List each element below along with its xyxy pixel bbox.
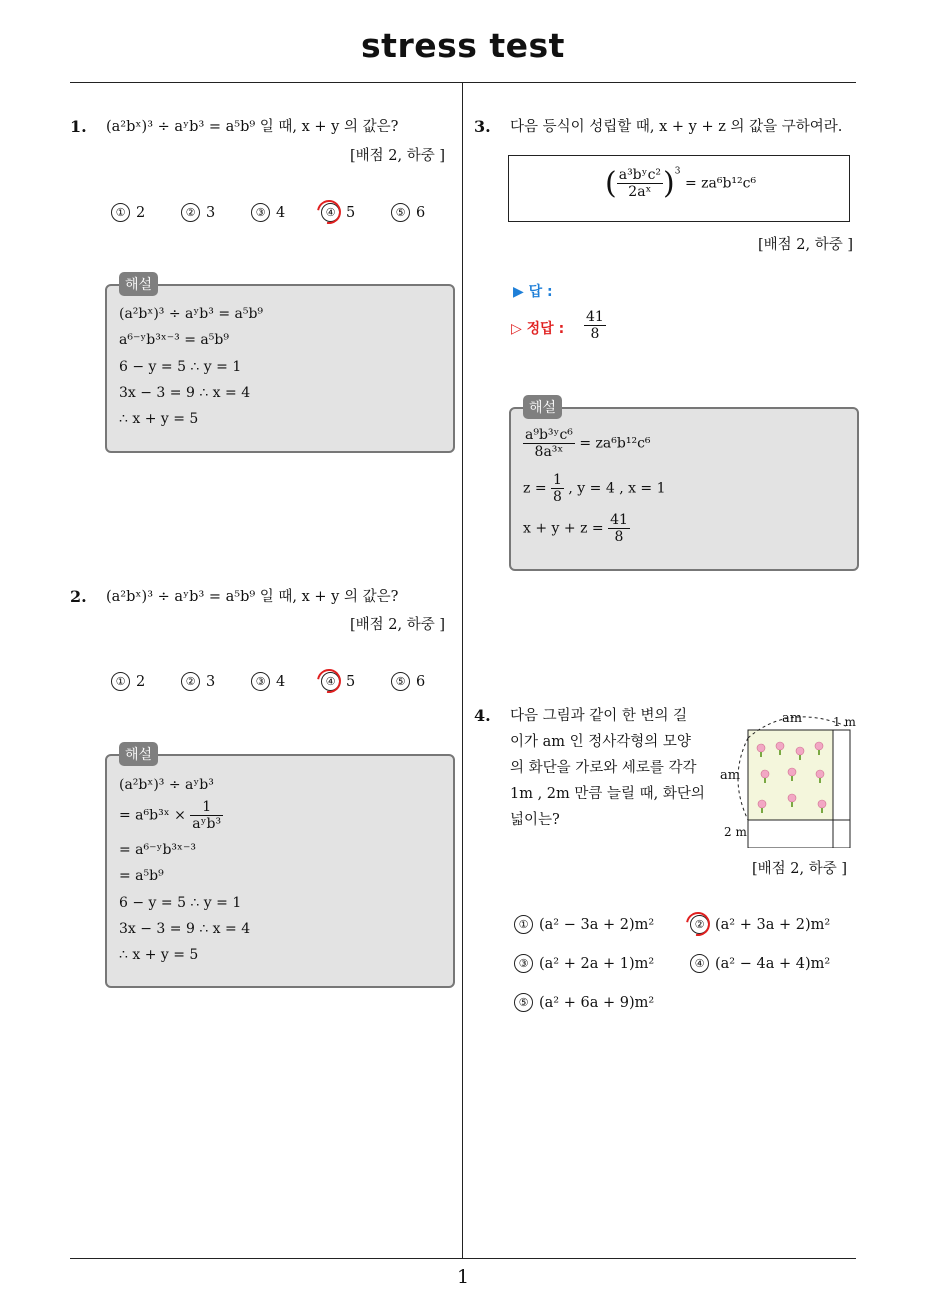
solution-box: [509, 407, 859, 571]
choice-number: ①: [111, 203, 130, 222]
denominator: aʸb³: [192, 816, 222, 832]
choice-number: ③: [514, 954, 533, 973]
question-text: 다음 등식이 성립할 때, x + y + z 의 값을 구하여라.: [510, 119, 843, 135]
question-number: 3.: [474, 117, 491, 136]
choice-3[interactable]: [251, 672, 285, 691]
equation-box: [508, 155, 850, 222]
choice-number: ⑤: [391, 203, 410, 222]
question-number: 1.: [70, 117, 87, 136]
correct-answer-value: [584, 309, 606, 342]
choice-5[interactable]: [514, 993, 654, 1012]
score-label: [배점 2, 하중 ]: [350, 148, 446, 164]
choice-4[interactable]: [321, 672, 355, 691]
solution-line: ∴ x + y = 5: [119, 947, 199, 963]
question-number: 2.: [70, 587, 87, 606]
solution-line: (a²bˣ)³ ÷ aʸb³: [119, 777, 214, 793]
solution-line: ∴ x + y = 5: [119, 411, 199, 427]
solution-line: 6 − y = 5 ∴ y = 1: [119, 895, 242, 911]
fraction: [608, 512, 630, 545]
choice-value: (a² + 6a + 9)m²: [539, 995, 655, 1011]
choice-value: 5: [346, 674, 356, 690]
choice-value: (a² − 4a + 4)m²: [715, 956, 831, 972]
answer-mark-icon: [312, 664, 345, 697]
solution-tag: 해설: [119, 272, 158, 296]
page-title: stress test: [361, 26, 565, 65]
solution-box: [105, 284, 455, 453]
choice-5[interactable]: [391, 203, 425, 222]
denominator: 8: [553, 489, 562, 505]
solution-text: x + y + z =: [523, 520, 604, 537]
figure-label-2m: 2 m: [724, 825, 747, 839]
figure-label-left: am: [720, 768, 741, 783]
solution-line: [119, 799, 223, 832]
exponent: 3: [674, 166, 681, 177]
page-number: 1: [456, 1266, 470, 1288]
choice-number: ②: [690, 915, 709, 934]
solution-line: (a²bˣ)³ ÷ aʸb³ = a⁵b⁹: [119, 306, 264, 322]
choice-5[interactable]: [391, 672, 425, 691]
solution-text: = za⁶b¹²c⁶: [579, 435, 651, 452]
solution-line: [523, 512, 630, 545]
choice-value: (a² − 3a + 2)m²: [539, 917, 655, 933]
choice-value: 5: [346, 205, 356, 221]
choice-number: ①: [514, 915, 533, 934]
choice-3[interactable]: [514, 954, 654, 973]
choice-1[interactable]: [111, 203, 145, 222]
figure-label-1m: 1 m: [833, 715, 856, 729]
numerator: a⁹b³ʸc⁶: [525, 427, 573, 443]
choice-value: 3: [206, 674, 216, 690]
denominator: 8: [614, 529, 624, 545]
choice-value: (a² + 2a + 1)m²: [539, 956, 655, 972]
question-line: 이가 am 인 정사각형의 모양: [510, 734, 691, 750]
choice-value: 6: [416, 674, 426, 690]
bottom-rule: [70, 1258, 856, 1259]
choice-value: 6: [416, 205, 426, 221]
fraction: [617, 167, 663, 200]
question-line: 의 화단을 가로와 세로를 각각: [510, 760, 697, 776]
score-label: [배점 2, 하중 ]: [350, 617, 446, 633]
figure-label-top: am: [782, 711, 803, 726]
fraction: [523, 427, 575, 460]
choice-number: ③: [251, 203, 270, 222]
equation: ( $\frac{\text{a³bʸc²}}{\text{2aˣ}}$ )$^3$ = za⁶b¹²c⁶: [605, 166, 757, 201]
fraction: [551, 472, 564, 505]
choice-value: 4: [276, 674, 286, 690]
fraction: [584, 309, 606, 342]
choice-value: (a² + 3a + 2)m²: [715, 917, 831, 933]
question-text: [510, 703, 705, 833]
numerator: 1: [190, 799, 223, 816]
choice-value: 4: [276, 205, 286, 221]
solution-text: , y = 4 , x = 1: [568, 480, 666, 497]
column-divider: [462, 83, 463, 1259]
choice-number: ④: [321, 672, 340, 691]
denominator: 2aˣ: [628, 184, 652, 200]
choice-2[interactable]: [181, 672, 215, 691]
top-rule: [70, 82, 856, 83]
choice-number: ④: [321, 203, 340, 222]
solution-tag: 해설: [523, 395, 562, 419]
denominator: 8a³ˣ: [534, 444, 564, 460]
solution-line: 3x − 3 = 9 ∴ x = 4: [119, 921, 251, 937]
question-line: 다음 그림과 같이 한 변의 길: [510, 708, 688, 724]
numerator: 1: [553, 472, 562, 488]
choice-value: 2: [136, 205, 146, 221]
question-line: 1m , 2m 만큼 늘릴 때, 화단의: [510, 786, 705, 802]
choice-1[interactable]: [111, 672, 145, 691]
solution-line: = a⁵b⁹: [119, 868, 164, 884]
choice-number: ③: [251, 672, 270, 691]
choice-1[interactable]: [514, 915, 654, 934]
answer-mark-icon: [681, 907, 714, 940]
solution-line: [523, 427, 651, 460]
choice-value: 2: [136, 674, 146, 690]
question-text: (a²bˣ)³ ÷ aʸb³ = a⁵b⁹ 일 때, x + y 의 값은?: [106, 119, 399, 135]
choice-3[interactable]: [251, 203, 285, 222]
solution-line: [523, 472, 666, 505]
choice-number: ④: [690, 954, 709, 973]
numerator: 41: [586, 309, 604, 325]
solution-text: z =: [523, 480, 547, 497]
choice-4[interactable]: [690, 954, 830, 973]
choice-4[interactable]: [321, 203, 355, 222]
choice-number: ②: [181, 203, 200, 222]
answer-label: ▶ 답 :: [513, 284, 553, 300]
numerator: 41: [610, 512, 628, 528]
question-number: 4.: [474, 706, 491, 725]
score-label: [배점 2, 하중 ]: [758, 237, 854, 253]
choice-value: 3: [206, 205, 216, 221]
fraction: [190, 799, 223, 832]
solution-tag: 해설: [119, 742, 158, 766]
solution-line: a⁶⁻ʸb³ˣ⁻³ = a⁵b⁹: [119, 332, 229, 348]
choice-number: ⑤: [391, 672, 410, 691]
choice-2[interactable]: [181, 203, 215, 222]
choice-number: ⑤: [514, 993, 533, 1012]
solution-line: 6 − y = 5 ∴ y = 1: [119, 359, 242, 375]
correct-answer-label: ▷ 정답 :: [511, 321, 565, 337]
question-text: (a²bˣ)³ ÷ aʸb³ = a⁵b⁹ 일 때, x + y 의 값은?: [106, 589, 399, 605]
solution-line: = a⁶⁻ʸb³ˣ⁻³: [119, 842, 196, 858]
equation-rhs: = za⁶b¹²c⁶: [684, 175, 757, 192]
solution-line: 3x − 3 = 9 ∴ x = 4: [119, 385, 251, 401]
choice-number: ①: [111, 672, 130, 691]
score-label: [배점 2, 하중 ]: [752, 861, 848, 877]
question-line: 넓이는?: [510, 812, 560, 828]
solution-text: = a⁶b³ˣ ×: [119, 807, 186, 824]
choice-number: ②: [181, 672, 200, 691]
answer-mark-icon: [312, 195, 345, 228]
solution-box: [105, 754, 455, 988]
numerator: a³bʸc²: [618, 167, 662, 183]
choice-2[interactable]: [690, 915, 830, 934]
denominator: 8: [590, 326, 600, 342]
